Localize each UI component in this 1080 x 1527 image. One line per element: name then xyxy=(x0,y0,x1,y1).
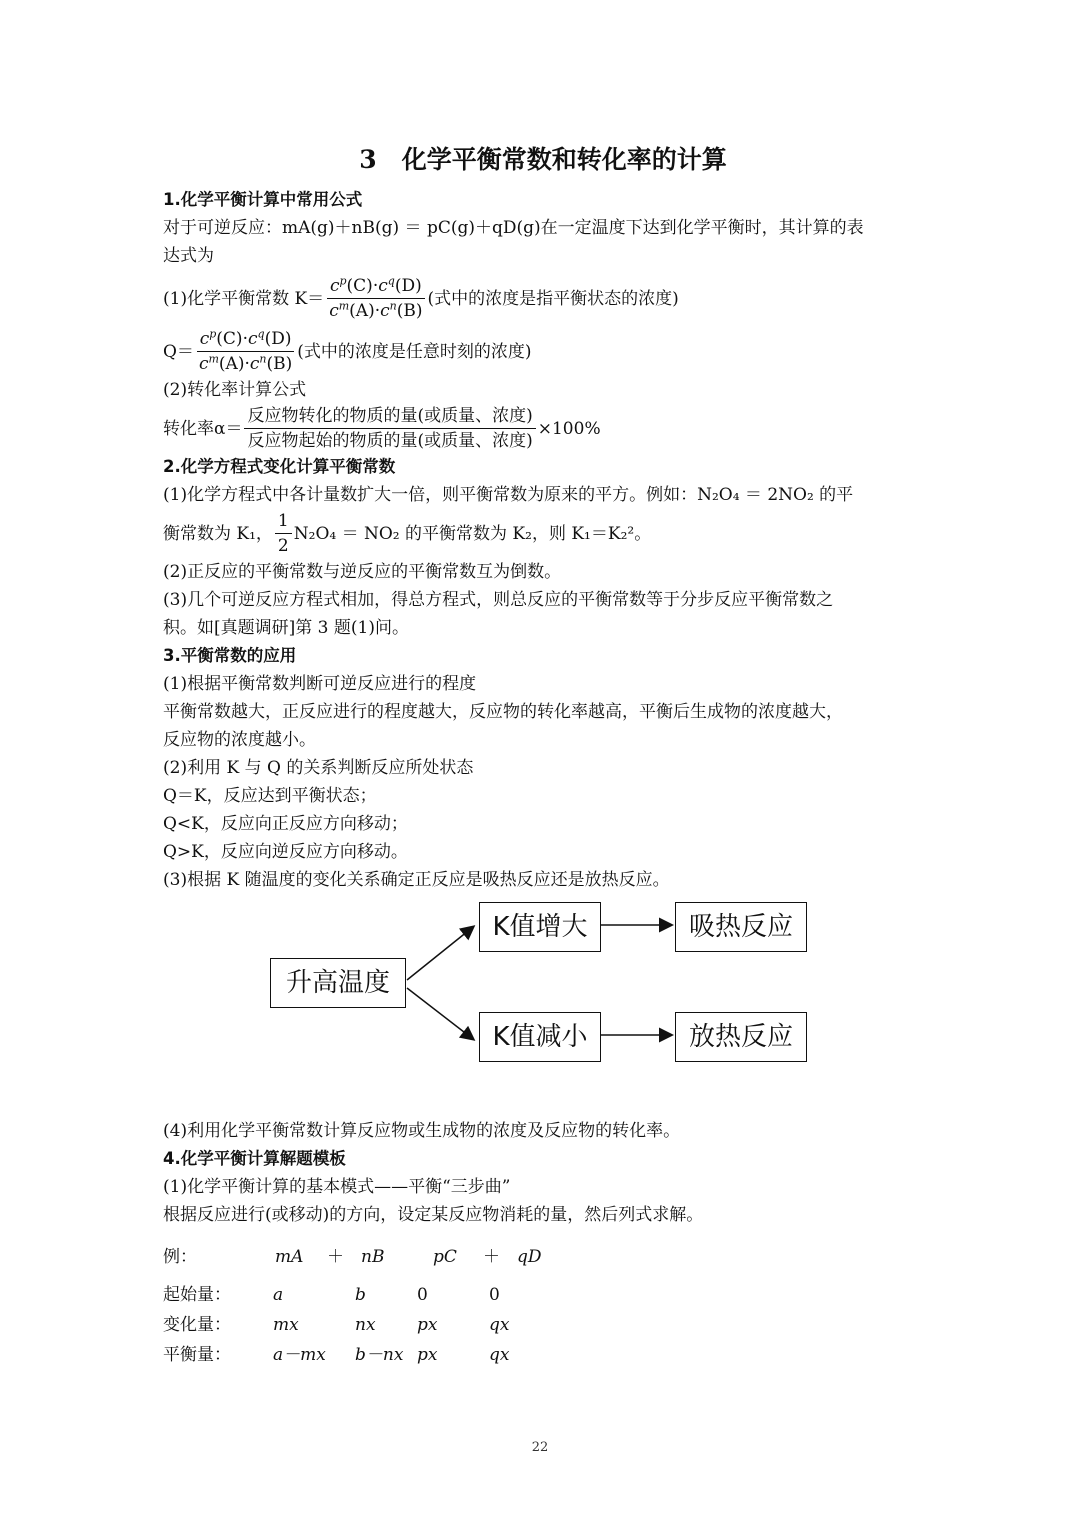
q-note: (式中的浓度是任意时刻的浓度) xyxy=(297,341,532,362)
cell: qx xyxy=(489,1345,510,1365)
half-numerator: 1 xyxy=(275,509,292,534)
box-raise-temperature: 升高温度 xyxy=(270,958,406,1008)
s2-line-3: (2)正反应的平衡常数与逆反应的平衡常数互为倒数。 xyxy=(163,562,562,582)
s3-line-1: (1)根据平衡常数判断可逆反应进行的程度 xyxy=(163,674,477,694)
s2-line-1: (1)化学方程式中各计量数扩大一倍，则平衡常数为原来的平方。例如：N₂O₄ ＝ 2NO₂ 的平 xyxy=(163,485,854,505)
s4-line-1: (1)化学平衡计算的基本模式——平衡“三步曲” xyxy=(163,1177,511,1197)
cell: b xyxy=(355,1285,366,1305)
cell: px xyxy=(417,1315,438,1335)
s3-line-2: 平衡常数越大，正反应进行的程度越大，反应物的转化率越高，平衡后生成物的浓度越大， xyxy=(163,702,843,722)
k-label: (1)化学平衡常数 K＝ xyxy=(163,288,325,309)
conversion-fraction xyxy=(244,404,535,453)
s3-line-4: (2)利用 K 与 Q 的关系判断反应所处状态 xyxy=(163,758,474,778)
eq-plus-1: ＋ xyxy=(327,1247,344,1267)
box-endothermic: 吸热反应 xyxy=(675,902,807,952)
k-denominator: $c^m(A)\cdot c^n(B)$ xyxy=(329,299,423,321)
half-fraction xyxy=(275,509,292,558)
q-label: Q＝ xyxy=(163,341,194,362)
eq-term-b: nB xyxy=(361,1247,385,1267)
s2-line-2 xyxy=(163,509,923,558)
row-label-initial: 起始量： xyxy=(163,1285,231,1305)
k-numerator: $c^p(C)\cdot c^q(D)$ xyxy=(327,274,425,299)
k-note: (式中的浓度是指平衡状态的浓度) xyxy=(427,288,679,309)
section-4-heading: 4.化学平衡计算解题模板 xyxy=(163,1149,346,1168)
conversion-label: 转化率α＝ xyxy=(163,418,243,439)
conversion-tail: ×100% xyxy=(537,418,601,439)
row-label-change: 变化量： xyxy=(163,1315,231,1335)
cell: qx xyxy=(489,1315,510,1335)
q-formula xyxy=(163,327,923,376)
cell: a xyxy=(273,1285,284,1305)
s3-line-3: 反应物的浓度越小。 xyxy=(163,730,316,750)
box-k-decrease: K值减小 xyxy=(479,1012,601,1062)
section-2-heading: 2.化学方程式变化计算平衡常数 xyxy=(163,457,396,476)
s2-line-4: (3)几个可逆反应方程式相加，得总方程式，则总反应的平衡常数等于分步反应平衡常数之 xyxy=(163,590,834,610)
content xyxy=(163,140,923,1369)
row-label-equilibrium: 平衡量： xyxy=(163,1345,231,1365)
s4-line-2: 根据反应进行(或移动)的方向，设定某反应物消耗的量，然后列式求解。 xyxy=(163,1205,704,1225)
box-k-increase: K值增大 xyxy=(479,902,601,952)
cell: mx xyxy=(273,1315,299,1335)
s1-intro-b: 达式为 xyxy=(163,246,214,266)
conversion-heading: (2)转化率计算公式 xyxy=(163,380,307,400)
s3-line-5: Q＝K，反应达到平衡状态； xyxy=(163,786,377,806)
cell: nx xyxy=(355,1315,376,1335)
q-numerator: $c^p(C)\cdot c^q(D)$ xyxy=(197,327,295,352)
section-1-heading: 1.化学平衡计算中常用公式 xyxy=(163,190,363,209)
cell: b－nx xyxy=(355,1345,404,1365)
eq-term-c: pC xyxy=(433,1247,457,1267)
section-3-heading: 3.平衡常数的应用 xyxy=(163,646,297,665)
s3-line-9: (4)利用化学平衡常数计算反应物或生成物的浓度及反应物的转化率。 xyxy=(163,1121,681,1141)
conversion-formula xyxy=(163,404,923,453)
arrow-to-k-increase xyxy=(407,927,473,980)
eq-term-d: qD xyxy=(517,1247,542,1267)
q-fraction xyxy=(196,327,295,376)
page-number: 22 xyxy=(531,1440,549,1455)
cell: 0 xyxy=(417,1285,428,1305)
k-fraction xyxy=(326,274,425,323)
example-label: 例： xyxy=(163,1247,197,1267)
eq-term-a: mA xyxy=(275,1247,304,1267)
temperature-flow-diagram xyxy=(163,902,923,1107)
cell: a－mx xyxy=(273,1345,326,1365)
arrow-to-k-decrease xyxy=(407,988,473,1039)
s3-line-7: Q>K，反应向逆反应方向移动。 xyxy=(163,842,408,862)
half-denominator: 2 xyxy=(277,536,289,556)
box-exothermic: 放热反应 xyxy=(675,1012,807,1062)
page-title: 3 化学平衡常数和转化率的计算 xyxy=(359,145,727,174)
conversion-denominator: 反应物起始的物质的量(或质量、浓度) xyxy=(247,431,533,451)
example-equation xyxy=(163,1239,923,1275)
s1-intro-a: 对于可逆反应：mA(g)＋nB(g) ＝ pC(g)＋qD(g)在一定温度下达到化学平衡时，其计算的表 xyxy=(163,218,864,238)
s2-line-2-post: N₂O₄ ＝ NO₂ 的平衡常数为 K₂，则 K₁＝K₂²。 xyxy=(293,523,652,544)
cell: px xyxy=(417,1345,438,1365)
k-formula xyxy=(163,274,923,323)
s3-line-8: (3)根据 K 随温度的变化关系确定正反应是吸热反应还是放热反应。 xyxy=(163,870,670,890)
eq-plus-2: ＋ xyxy=(483,1247,500,1267)
s2-line-5: 积。如[真题调研]第 3 题(1)问。 xyxy=(163,618,409,638)
s2-line-2-pre: 衡常数为 K₁， xyxy=(163,523,273,544)
q-denominator: $c^m(A)\cdot c^n(B)$ xyxy=(198,352,293,374)
s3-line-6: Q<K，反应向正反应方向移动； xyxy=(163,814,408,834)
conversion-numerator: 反应物转化的物质的量(或质量、浓度) xyxy=(244,404,535,429)
cell: 0 xyxy=(489,1285,500,1305)
three-step-table xyxy=(163,1281,923,1369)
